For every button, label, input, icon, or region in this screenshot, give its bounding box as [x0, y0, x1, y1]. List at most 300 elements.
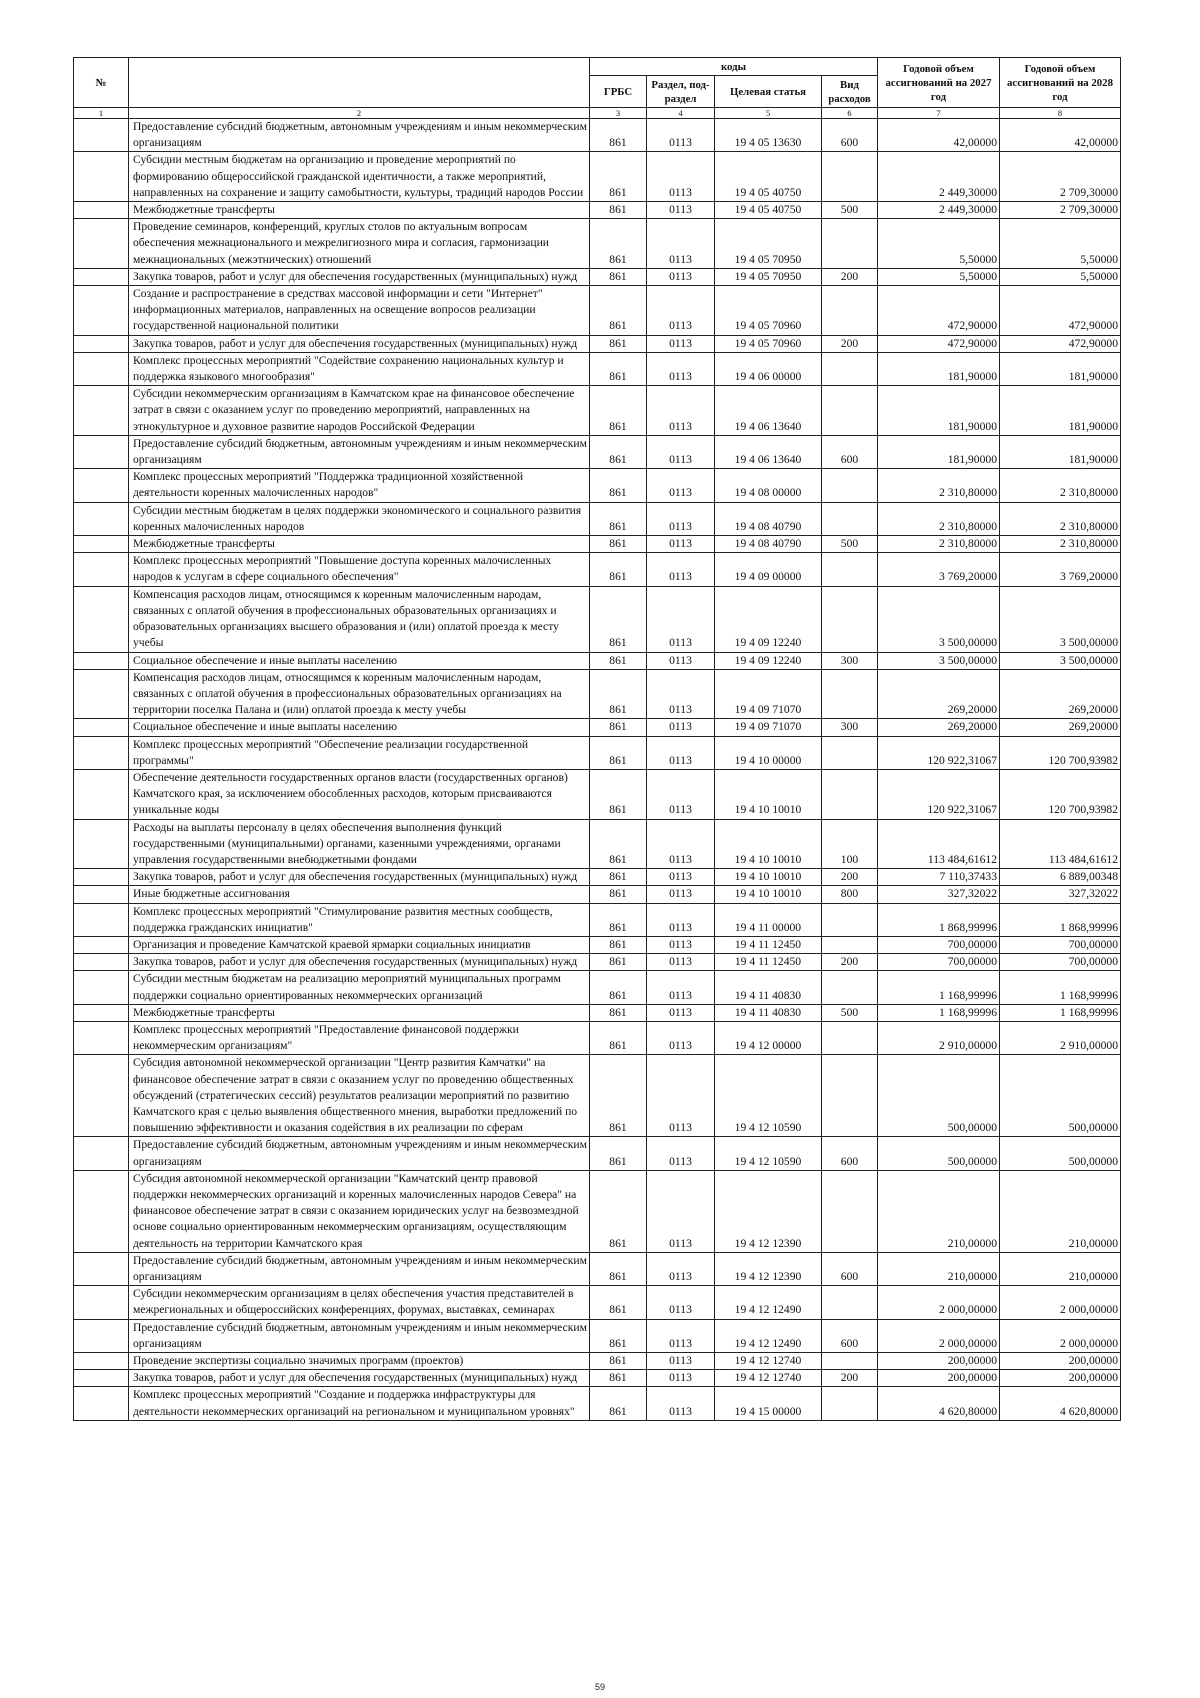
item-name-cell: Компенсация расходов лицам, относящимся к коренным малочисленным народам, связанных с оплатой обучения в профессиональных образовательных организациях и образовательных организациях высшего образования и (или) оплатой проезда к месту учебы — [129, 586, 590, 652]
table-row — [74, 1137, 1121, 1170]
section-code-cell: 0113 — [647, 1137, 715, 1170]
row-number-cell — [74, 202, 129, 219]
target-code-cell: 19 4 05 40750 — [715, 202, 822, 219]
row-number-cell — [74, 936, 129, 953]
row-number-cell — [74, 769, 129, 819]
item-name-cell: Проведение семинаров, конференций, круглых столов по актуальным вопросам обеспечения межнационального и межрелигиозного мира и согласия, гармонизации межнациональных (межэтнических) отношений — [129, 219, 590, 269]
grbs-code-cell: 861 — [590, 936, 647, 953]
item-name-cell: Комплекс процессных мероприятий "Создание и поддержка инфраструктуры для деятельности некоммерческих организаций на региональном и муниципальном уровнях" — [129, 1387, 590, 1420]
amount-2028-cell: 2 910,00000 — [1000, 1021, 1121, 1054]
section-code-cell: 0113 — [647, 1021, 715, 1054]
amount-2027-cell: 200,00000 — [878, 1370, 1000, 1387]
expense-type-cell: 200 — [822, 268, 878, 285]
item-name-cell: Межбюджетные трансферты — [129, 202, 590, 219]
amount-2027-cell: 210,00000 — [878, 1252, 1000, 1285]
grbs-code-cell: 861 — [590, 1353, 647, 1370]
table-row — [74, 1004, 1121, 1021]
table-row — [74, 553, 1121, 586]
item-name-cell: Закупка товаров, работ и услуг для обеспечения государственных (муниципальных) нужд — [129, 954, 590, 971]
section-code-cell: 0113 — [647, 719, 715, 736]
amount-2027-cell: 5,50000 — [878, 219, 1000, 269]
expense-type-cell: 500 — [822, 536, 878, 553]
amount-2027-cell: 500,00000 — [878, 1137, 1000, 1170]
grbs-code-cell: 861 — [590, 202, 647, 219]
column-index: 6 — [822, 108, 878, 119]
column-index: 1 — [74, 108, 129, 119]
target-code-cell: 19 4 08 40790 — [715, 536, 822, 553]
amount-2027-cell: 2 910,00000 — [878, 1021, 1000, 1054]
table-row — [74, 286, 1121, 336]
target-code-cell: 19 4 15 00000 — [715, 1387, 822, 1420]
row-number-cell — [74, 1004, 129, 1021]
grbs-code-cell: 861 — [590, 1055, 647, 1137]
grbs-code-cell: 861 — [590, 1170, 647, 1252]
table-row — [74, 1252, 1121, 1285]
section-code-cell: 0113 — [647, 971, 715, 1004]
amount-2028-cell: 1 168,99996 — [1000, 971, 1121, 1004]
table-row — [74, 386, 1121, 436]
grbs-code-cell: 861 — [590, 736, 647, 769]
table-row — [74, 1319, 1121, 1352]
grbs-code-cell: 861 — [590, 1370, 647, 1387]
amount-2028-cell: 210,00000 — [1000, 1170, 1121, 1252]
expense-type-cell — [822, 219, 878, 269]
target-code-cell: 19 4 06 00000 — [715, 352, 822, 385]
amount-2028-cell: 6 889,00348 — [1000, 869, 1121, 886]
column-index-row — [74, 108, 1121, 119]
expense-type-cell: 200 — [822, 869, 878, 886]
section-code-cell: 0113 — [647, 736, 715, 769]
target-code-cell: 19 4 10 00000 — [715, 736, 822, 769]
column-index: 7 — [878, 108, 1000, 119]
section-code-cell: 0113 — [647, 502, 715, 535]
grbs-code-cell: 861 — [590, 152, 647, 202]
amount-2027-cell: 1 868,99996 — [878, 903, 1000, 936]
budget-table — [73, 57, 1121, 1421]
expense-type-cell: 600 — [822, 1252, 878, 1285]
section-code-cell: 0113 — [647, 769, 715, 819]
target-code-cell: 19 4 12 10590 — [715, 1055, 822, 1137]
row-number-cell — [74, 1319, 129, 1352]
item-name-cell: Межбюджетные трансферты — [129, 1004, 590, 1021]
table-row — [74, 869, 1121, 886]
table-row — [74, 669, 1121, 719]
item-name-cell: Закупка товаров, работ и услуг для обеспечения государственных (муниципальных) нужд — [129, 335, 590, 352]
grbs-code-cell: 861 — [590, 286, 647, 336]
target-code-cell: 19 4 12 12490 — [715, 1286, 822, 1319]
amount-2028-cell: 42,00000 — [1000, 119, 1121, 152]
section-code-cell: 0113 — [647, 152, 715, 202]
target-code-cell: 19 4 10 10010 — [715, 886, 822, 903]
amount-2028-cell: 1 168,99996 — [1000, 1004, 1121, 1021]
row-number-cell — [74, 869, 129, 886]
item-name-cell: Комплекс процессных мероприятий "Поддержка традиционной хозяйственной деятельности коренных малочисленных народов" — [129, 469, 590, 502]
amount-2028-cell: 1 868,99996 — [1000, 903, 1121, 936]
amount-2028-cell: 700,00000 — [1000, 936, 1121, 953]
table-row — [74, 352, 1121, 385]
grbs-code-cell: 861 — [590, 1021, 647, 1054]
amount-2028-cell: 200,00000 — [1000, 1370, 1121, 1387]
col-header-num: № — [74, 58, 129, 108]
expense-type-cell: 800 — [822, 886, 878, 903]
item-name-cell: Субсидии местным бюджетам на организацию и проведение мероприятий по формированию общероссийской гражданской идентичности, а также мероприятий, направленных на сохранение и защиту самобытности, культуры, традиций народов России — [129, 152, 590, 202]
item-name-cell: Комплекс процессных мероприятий "Стимулирование развития местных сообществ, поддержка гражданских инициатив" — [129, 903, 590, 936]
expense-type-cell — [822, 586, 878, 652]
amount-2028-cell: 2 000,00000 — [1000, 1319, 1121, 1352]
item-name-cell: Субсидии некоммерческим организациям в целях обеспечения участия представителей в межрегиональных и общероссийских конференциях, форумах, выставках, семинарах — [129, 1286, 590, 1319]
row-number-cell — [74, 119, 129, 152]
row-number-cell — [74, 886, 129, 903]
amount-2027-cell: 3 769,20000 — [878, 553, 1000, 586]
table-row — [74, 1387, 1121, 1420]
amount-2027-cell: 327,32022 — [878, 886, 1000, 903]
col-header-grbs: ГРБС — [590, 76, 647, 108]
item-name-cell: Комплекс процессных мероприятий "Обеспечение реализации государственной программы" — [129, 736, 590, 769]
row-number-cell — [74, 1387, 129, 1420]
row-number-cell — [74, 1137, 129, 1170]
item-name-cell: Предоставление субсидий бюджетным, автономным учреждениям и иным некоммерческим организациям — [129, 1319, 590, 1352]
target-code-cell: 19 4 11 00000 — [715, 903, 822, 936]
row-number-cell — [74, 1353, 129, 1370]
amount-2027-cell: 3 500,00000 — [878, 652, 1000, 669]
amount-2027-cell: 2 000,00000 — [878, 1319, 1000, 1352]
table-row — [74, 1370, 1121, 1387]
table-row — [74, 335, 1121, 352]
grbs-code-cell: 861 — [590, 869, 647, 886]
table-row — [74, 719, 1121, 736]
section-code-cell: 0113 — [647, 652, 715, 669]
row-number-cell — [74, 954, 129, 971]
section-code-cell: 0113 — [647, 819, 715, 869]
grbs-code-cell: 861 — [590, 719, 647, 736]
amount-2028-cell: 2 310,80000 — [1000, 502, 1121, 535]
expense-type-cell: 500 — [822, 202, 878, 219]
amount-2028-cell: 5,50000 — [1000, 219, 1121, 269]
grbs-code-cell: 861 — [590, 886, 647, 903]
item-name-cell: Проведение экспертизы социально значимых программ (проектов) — [129, 1353, 590, 1370]
amount-2028-cell: 500,00000 — [1000, 1055, 1121, 1137]
grbs-code-cell: 861 — [590, 1252, 647, 1285]
amount-2028-cell: 181,90000 — [1000, 386, 1121, 436]
table-row — [74, 435, 1121, 468]
expense-type-cell: 600 — [822, 119, 878, 152]
expense-type-cell — [822, 903, 878, 936]
amount-2027-cell: 700,00000 — [878, 954, 1000, 971]
expense-type-cell — [822, 736, 878, 769]
amount-2028-cell: 700,00000 — [1000, 954, 1121, 971]
grbs-code-cell: 861 — [590, 335, 647, 352]
table-row — [74, 219, 1121, 269]
grbs-code-cell: 861 — [590, 553, 647, 586]
table-row — [74, 1170, 1121, 1252]
expense-type-cell — [822, 971, 878, 1004]
row-number-cell — [74, 669, 129, 719]
grbs-code-cell: 861 — [590, 1319, 647, 1352]
target-code-cell: 19 4 10 10010 — [715, 769, 822, 819]
section-code-cell: 0113 — [647, 869, 715, 886]
row-number-cell — [74, 152, 129, 202]
section-code-cell: 0113 — [647, 469, 715, 502]
expense-type-cell: 200 — [822, 1370, 878, 1387]
row-number-cell — [74, 1370, 129, 1387]
table-row — [74, 936, 1121, 953]
amount-2027-cell: 200,00000 — [878, 1353, 1000, 1370]
section-code-cell: 0113 — [647, 536, 715, 553]
expense-type-cell: 600 — [822, 1137, 878, 1170]
grbs-code-cell: 861 — [590, 219, 647, 269]
section-code-cell: 0113 — [647, 1286, 715, 1319]
target-code-cell: 19 4 09 71070 — [715, 719, 822, 736]
item-name-cell: Закупка товаров, работ и услуг для обеспечения государственных (муниципальных) нужд — [129, 1370, 590, 1387]
table-row — [74, 119, 1121, 152]
amount-2028-cell: 4 620,80000 — [1000, 1387, 1121, 1420]
target-code-cell: 19 4 11 40830 — [715, 1004, 822, 1021]
amount-2028-cell: 2 000,00000 — [1000, 1286, 1121, 1319]
item-name-cell: Субсидии некоммерческим организациям в Камчатском крае на финансовое обеспечение затрат в связи с оказанием услуг по проведению мероприятий, направленных на этнокультурное и духовное развитие народов Российской Федерации — [129, 386, 590, 436]
table-row — [74, 1055, 1121, 1137]
item-name-cell: Комплекс процессных мероприятий "Содействие сохранению национальных культур и поддержка языкового многообразия" — [129, 352, 590, 385]
item-name-cell: Иные бюджетные ассигнования — [129, 886, 590, 903]
section-code-cell: 0113 — [647, 1387, 715, 1420]
target-code-cell: 19 4 12 10590 — [715, 1137, 822, 1170]
expense-type-cell — [822, 1170, 878, 1252]
grbs-code-cell: 861 — [590, 386, 647, 436]
column-index: 2 — [129, 108, 590, 119]
grbs-code-cell: 861 — [590, 586, 647, 652]
section-code-cell: 0113 — [647, 954, 715, 971]
grbs-code-cell: 861 — [590, 352, 647, 385]
target-code-cell: 19 4 05 70960 — [715, 335, 822, 352]
amount-2028-cell: 2 709,30000 — [1000, 152, 1121, 202]
expense-type-cell — [822, 1353, 878, 1370]
amount-2028-cell: 181,90000 — [1000, 352, 1121, 385]
item-name-cell: Комплекс процессных мероприятий "Предоставление финансовой поддержки некоммерческим организациям" — [129, 1021, 590, 1054]
item-name-cell: Субсидии местным бюджетам на реализацию мероприятий муниципальных программ поддержки социально ориентированных некоммерческих организаций — [129, 971, 590, 1004]
row-number-cell — [74, 536, 129, 553]
expense-type-cell: 100 — [822, 819, 878, 869]
row-number-cell — [74, 586, 129, 652]
target-code-cell: 19 4 05 13630 — [715, 119, 822, 152]
grbs-code-cell: 861 — [590, 1387, 647, 1420]
amount-2028-cell: 113 484,61612 — [1000, 819, 1121, 869]
amount-2028-cell: 3 500,00000 — [1000, 586, 1121, 652]
table-row — [74, 954, 1121, 971]
amount-2027-cell: 113 484,61612 — [878, 819, 1000, 869]
expense-type-cell — [822, 502, 878, 535]
row-number-cell — [74, 219, 129, 269]
section-code-cell: 0113 — [647, 669, 715, 719]
grbs-code-cell: 861 — [590, 1286, 647, 1319]
row-number-cell — [74, 469, 129, 502]
table-row — [74, 886, 1121, 903]
column-index: 8 — [1000, 108, 1121, 119]
row-number-cell — [74, 1286, 129, 1319]
amount-2027-cell: 181,90000 — [878, 435, 1000, 468]
target-code-cell: 19 4 11 12450 — [715, 954, 822, 971]
section-code-cell: 0113 — [647, 435, 715, 468]
amount-2027-cell: 500,00000 — [878, 1055, 1000, 1137]
grbs-code-cell: 861 — [590, 1137, 647, 1170]
amount-2027-cell: 2 310,80000 — [878, 536, 1000, 553]
target-code-cell: 19 4 09 12240 — [715, 586, 822, 652]
target-code-cell: 19 4 12 12490 — [715, 1319, 822, 1352]
table-row — [74, 586, 1121, 652]
expense-type-cell — [822, 769, 878, 819]
table-row — [74, 736, 1121, 769]
target-code-cell: 19 4 12 12740 — [715, 1370, 822, 1387]
item-name-cell: Предоставление субсидий бюджетным, автономным учреждениям и иным некоммерческим организациям — [129, 1137, 590, 1170]
row-number-cell — [74, 268, 129, 285]
amount-2028-cell: 120 700,93982 — [1000, 769, 1121, 819]
item-name-cell: Закупка товаров, работ и услуг для обеспечения государственных (муниципальных) нужд — [129, 268, 590, 285]
amount-2027-cell: 2 449,30000 — [878, 202, 1000, 219]
target-code-cell: 19 4 11 12450 — [715, 936, 822, 953]
section-code-cell: 0113 — [647, 1353, 715, 1370]
column-index: 5 — [715, 108, 822, 119]
section-code-cell: 0113 — [647, 1319, 715, 1352]
expense-type-cell — [822, 936, 878, 953]
section-code-cell: 0113 — [647, 119, 715, 152]
col-header-name — [129, 58, 590, 108]
row-number-cell — [74, 435, 129, 468]
section-code-cell: 0113 — [647, 268, 715, 285]
section-code-cell: 0113 — [647, 586, 715, 652]
expense-type-cell: 300 — [822, 652, 878, 669]
section-code-cell: 0113 — [647, 886, 715, 903]
row-number-cell — [74, 1055, 129, 1137]
row-number-cell — [74, 971, 129, 1004]
amount-2027-cell: 1 168,99996 — [878, 971, 1000, 1004]
expense-type-cell — [822, 152, 878, 202]
table-row — [74, 536, 1121, 553]
section-code-cell: 0113 — [647, 1170, 715, 1252]
target-code-cell: 19 4 10 10010 — [715, 869, 822, 886]
section-code-cell: 0113 — [647, 219, 715, 269]
expense-type-cell — [822, 386, 878, 436]
amount-2027-cell: 472,90000 — [878, 286, 1000, 336]
grbs-code-cell: 861 — [590, 1004, 647, 1021]
target-code-cell: 19 4 09 12240 — [715, 652, 822, 669]
table-row — [74, 1286, 1121, 1319]
grbs-code-cell: 861 — [590, 971, 647, 1004]
table-row — [74, 1021, 1121, 1054]
table-row — [74, 652, 1121, 669]
amount-2027-cell: 2 000,00000 — [878, 1286, 1000, 1319]
row-number-cell — [74, 903, 129, 936]
amount-2027-cell: 1 168,99996 — [878, 1004, 1000, 1021]
section-code-cell: 0113 — [647, 386, 715, 436]
target-code-cell: 19 4 12 12390 — [715, 1170, 822, 1252]
item-name-cell: Компенсация расходов лицам, относящимся к коренным малочисленным народам, связанных с оплатой обучения в профессиональных образовательных организациях на территории поселка Палана и (или) оплатой проезда к месту учебы — [129, 669, 590, 719]
item-name-cell: Закупка товаров, работ и услуг для обеспечения государственных (муниципальных) нужд — [129, 869, 590, 886]
expense-type-cell: 200 — [822, 954, 878, 971]
column-index: 3 — [590, 108, 647, 119]
expense-type-cell — [822, 1286, 878, 1319]
target-code-cell: 19 4 06 13640 — [715, 435, 822, 468]
amount-2027-cell: 120 922,31067 — [878, 736, 1000, 769]
expense-type-cell: 200 — [822, 335, 878, 352]
grbs-code-cell: 861 — [590, 954, 647, 971]
expense-type-cell: 300 — [822, 719, 878, 736]
col-header-target: Целевая статья — [715, 76, 822, 108]
section-code-cell: 0113 — [647, 1252, 715, 1285]
section-code-cell: 0113 — [647, 1004, 715, 1021]
expense-type-cell — [822, 553, 878, 586]
table-row — [74, 202, 1121, 219]
item-name-cell: Расходы на выплаты персоналу в целях обеспечения выполнения функций государственными (муниципальными) органами, казенными учреждениями, органами управления государственными внебюджетными фондами — [129, 819, 590, 869]
grbs-code-cell: 861 — [590, 536, 647, 553]
item-name-cell: Социальное обеспечение и иные выплаты населению — [129, 652, 590, 669]
grbs-code-cell: 861 — [590, 819, 647, 869]
grbs-code-cell: 861 — [590, 119, 647, 152]
expense-type-cell — [822, 286, 878, 336]
amount-2028-cell: 5,50000 — [1000, 268, 1121, 285]
table-row — [74, 268, 1121, 285]
table-row — [74, 769, 1121, 819]
table-row — [74, 819, 1121, 869]
amount-2028-cell: 472,90000 — [1000, 286, 1121, 336]
item-name-cell: Предоставление субсидий бюджетным, автономным учреждениям и иным некоммерческим организациям — [129, 435, 590, 468]
page-number: 59 — [594, 1682, 605, 1692]
section-code-cell: 0113 — [647, 936, 715, 953]
amount-2028-cell: 120 700,93982 — [1000, 736, 1121, 769]
target-code-cell: 19 4 05 40750 — [715, 152, 822, 202]
section-code-cell: 0113 — [647, 1370, 715, 1387]
col-header-codes: коды — [590, 58, 878, 76]
row-number-cell — [74, 1170, 129, 1252]
target-code-cell: 19 4 06 13640 — [715, 386, 822, 436]
target-code-cell: 19 4 12 12740 — [715, 1353, 822, 1370]
amount-2027-cell: 210,00000 — [878, 1170, 1000, 1252]
expense-type-cell — [822, 352, 878, 385]
section-code-cell: 0113 — [647, 335, 715, 352]
item-name-cell: Создание и распространение в средствах массовой информации и сети "Интернет" информационных материалов, направленных на освещение вопросов реализации государственной национальной политики — [129, 286, 590, 336]
table-row — [74, 502, 1121, 535]
amount-2028-cell: 472,90000 — [1000, 335, 1121, 352]
table-row — [74, 469, 1121, 502]
target-code-cell: 19 4 08 00000 — [715, 469, 822, 502]
grbs-code-cell: 861 — [590, 435, 647, 468]
col-header-expense-type: Вид расходов — [822, 76, 878, 108]
table-row — [74, 971, 1121, 1004]
expense-type-cell — [822, 669, 878, 719]
amount-2027-cell: 5,50000 — [878, 268, 1000, 285]
row-number-cell — [74, 502, 129, 535]
item-name-cell: Субсидии местным бюджетам в целях поддержки экономического и социального развития коренных малочисленных народов — [129, 502, 590, 535]
amount-2028-cell: 210,00000 — [1000, 1252, 1121, 1285]
grbs-code-cell: 861 — [590, 502, 647, 535]
grbs-code-cell: 861 — [590, 268, 647, 285]
row-number-cell — [74, 352, 129, 385]
table-row — [74, 1353, 1121, 1370]
amount-2027-cell: 42,00000 — [878, 119, 1000, 152]
amount-2028-cell: 2 310,80000 — [1000, 536, 1121, 553]
col-header-section: Раздел, под-раздел — [647, 76, 715, 108]
row-number-cell — [74, 736, 129, 769]
item-name-cell: Межбюджетные трансферты — [129, 536, 590, 553]
grbs-code-cell: 861 — [590, 769, 647, 819]
expense-type-cell — [822, 469, 878, 502]
amount-2027-cell: 2 310,80000 — [878, 502, 1000, 535]
item-name-cell: Субсидия автономной некоммерческой организации "Центр развития Камчатки" на финансовое обеспечение затрат в связи с оказанием услуг по проведению общественных обсуждений (стратегических сессий) результатов реализации мероприятий по развитию Камчатского края с целью выявления общественного мнения, выработки предложений по повышению эффективности и оказания содействия в их реализации по сферам — [129, 1055, 590, 1137]
amount-2027-cell: 7 110,37433 — [878, 869, 1000, 886]
amount-2027-cell: 269,20000 — [878, 719, 1000, 736]
section-code-cell: 0113 — [647, 1055, 715, 1137]
amount-2028-cell: 269,20000 — [1000, 669, 1121, 719]
amount-2027-cell: 472,90000 — [878, 335, 1000, 352]
target-code-cell: 19 4 09 00000 — [715, 553, 822, 586]
target-code-cell: 19 4 08 40790 — [715, 502, 822, 535]
